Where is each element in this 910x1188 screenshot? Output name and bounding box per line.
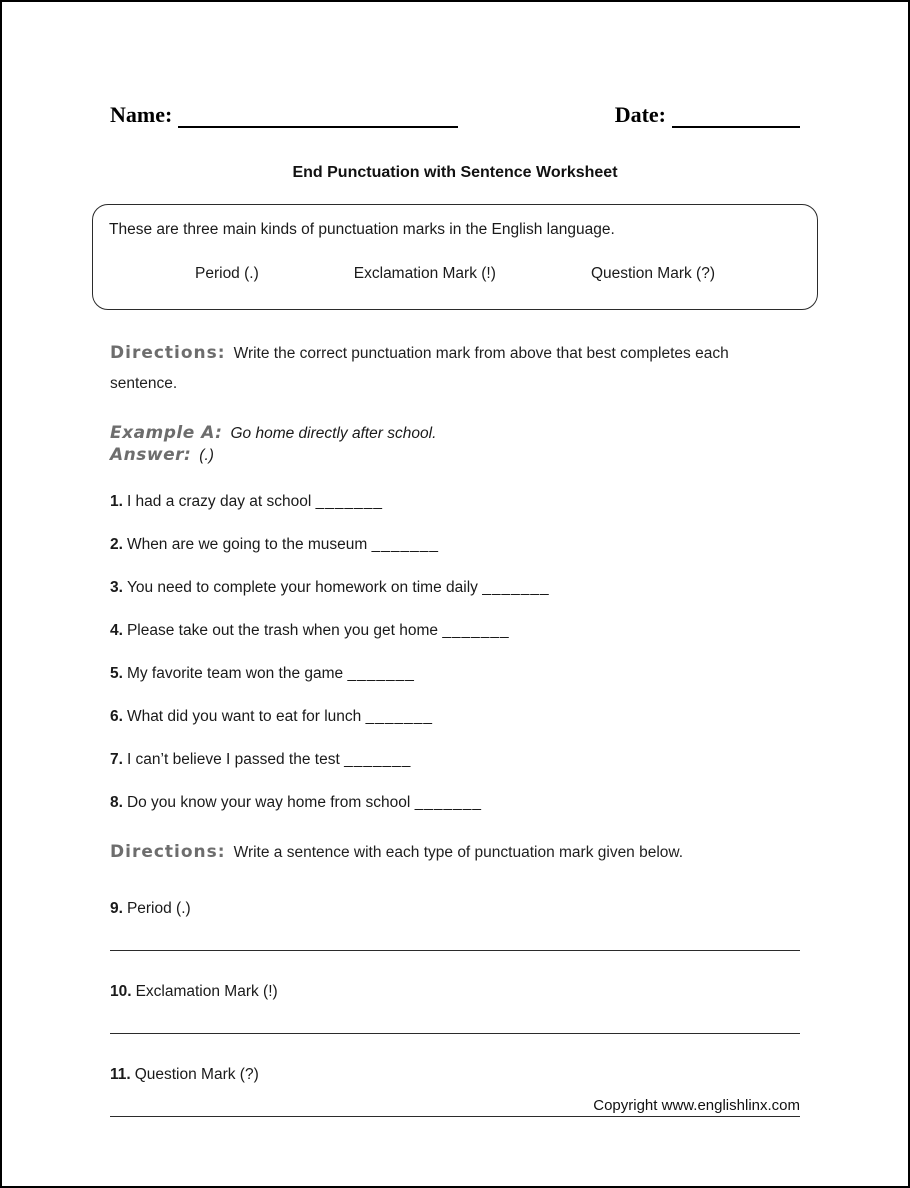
copyright-text: Copyright www.englishlinx.com <box>593 1097 800 1114</box>
questions-list <box>110 493 800 812</box>
header <box>110 102 800 128</box>
directions-1-text: Write the correct punctuation mark from above that best completes each sentence. <box>110 345 729 392</box>
marks-row <box>109 265 795 283</box>
question-number: 1. <box>110 493 123 510</box>
directions-2 <box>110 837 800 868</box>
write-item <box>110 983 800 1001</box>
question-row <box>110 536 800 554</box>
question-blank: _______ <box>347 665 415 682</box>
date-label: Date: <box>614 102 666 127</box>
answer-rule-line <box>110 950 800 951</box>
question-number: 5. <box>110 665 123 682</box>
question-blank: _______ <box>344 751 412 768</box>
question-row <box>110 751 800 769</box>
question-text: Please take out the trash when you get home <box>126 622 438 639</box>
example-label: Example A: <box>110 423 223 443</box>
question-row <box>110 708 800 726</box>
mark-period: Period (.) <box>195 265 259 282</box>
question-text: My favorite team won the game <box>126 665 344 682</box>
answer-row <box>110 445 800 465</box>
directions-2-label: Directions: <box>110 842 226 862</box>
question-number: 8. <box>110 794 123 811</box>
write-item <box>110 900 800 918</box>
mark-question: Question Mark (?) <box>590 265 715 282</box>
question-text: When are we going to the museum <box>126 536 368 553</box>
question-text: What did you want to eat for lunch <box>126 708 362 725</box>
directions-1-label: Directions: <box>110 343 226 363</box>
answer-rule-line <box>110 1116 800 1117</box>
question-blank: _______ <box>414 794 483 811</box>
question-row <box>110 665 800 683</box>
question-row <box>110 794 800 812</box>
name-field <box>110 102 458 128</box>
write-item-text: Question Mark (?) <box>134 1066 259 1083</box>
page-title: End Punctuation with Sentence Worksheet <box>292 164 618 181</box>
info-intro-text: These are three main kinds of punctuation marks in the English language. <box>109 221 615 238</box>
write-item-number: 9. <box>110 900 123 917</box>
write-item-text: Period (.) <box>126 900 191 917</box>
write-item-number: 11. <box>110 1066 131 1083</box>
question-text: You need to complete your homework on time daily <box>126 579 478 596</box>
write-item <box>110 1066 800 1084</box>
answer-rule-line <box>110 1033 800 1034</box>
question-blank: _______ <box>315 493 383 510</box>
answer-value: (.) <box>199 447 214 464</box>
write-item-text: Exclamation Mark (!) <box>135 983 278 1000</box>
answer-label: Answer: <box>110 445 192 465</box>
question-blank: _______ <box>365 708 433 725</box>
question-number: 3. <box>110 579 123 596</box>
question-number: 4. <box>110 622 123 639</box>
example-line <box>110 423 800 443</box>
question-number: 7. <box>110 751 123 768</box>
punctuation-info-box <box>92 204 818 310</box>
write-item-number: 10. <box>110 983 132 1000</box>
name-blank <box>178 106 458 128</box>
question-number: 2. <box>110 536 123 553</box>
question-text: I had a crazy day at school <box>126 493 312 510</box>
question-blank: _______ <box>482 579 550 596</box>
question-row <box>110 622 800 640</box>
question-blank: _______ <box>442 622 510 639</box>
example-block <box>110 423 800 465</box>
question-text: I can’t believe I passed the test <box>126 751 340 768</box>
name-label: Name: <box>110 102 173 127</box>
example-text: Go home directly after school. <box>230 425 437 442</box>
question-text: Do you know your way home from school <box>126 794 411 811</box>
directions-2-text: Write a sentence with each type of punctuation mark given below. <box>233 844 684 861</box>
mark-exclamation: Exclamation Mark (!) <box>353 265 496 282</box>
question-blank: _______ <box>371 536 439 553</box>
question-row <box>110 579 800 597</box>
date-field <box>615 102 800 128</box>
write-section <box>110 900 800 1117</box>
directions-1 <box>110 338 800 399</box>
date-blank <box>672 106 800 128</box>
question-number: 6. <box>110 708 123 725</box>
question-row <box>110 493 800 511</box>
